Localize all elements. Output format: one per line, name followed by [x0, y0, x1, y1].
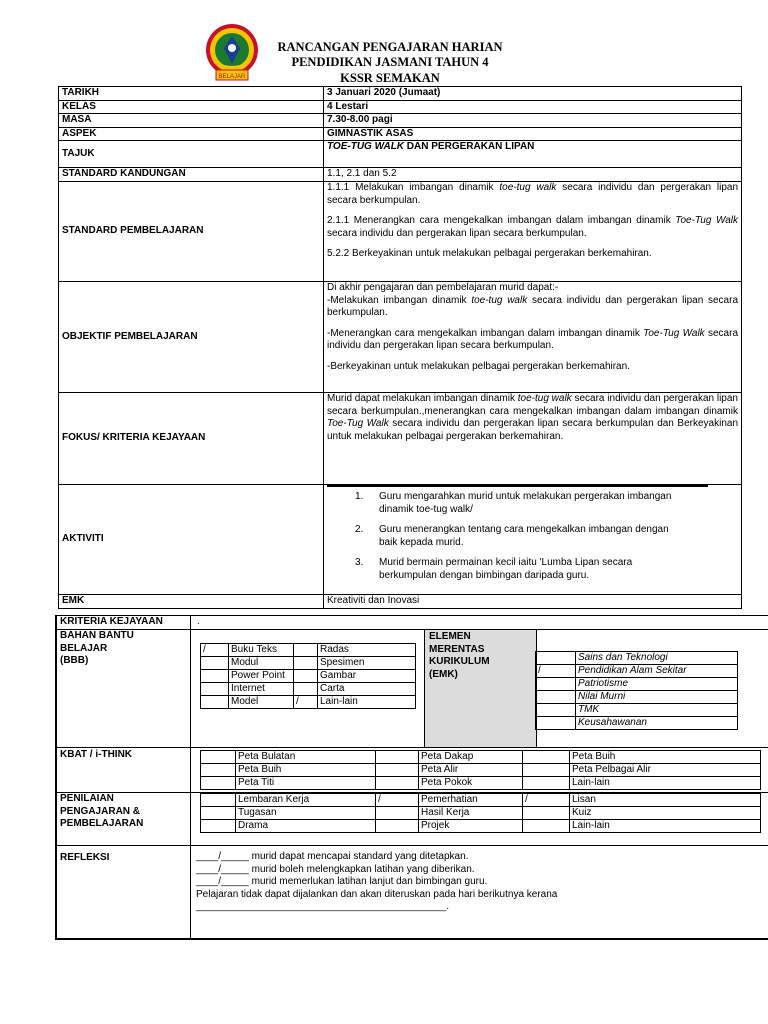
svg-text:BELAJAR: BELAJAR [218, 74, 246, 80]
tajuk-rest: DAN PERGERAKAN LIPAN [404, 141, 535, 153]
label-fokus: FOKUS/ KRITERIA KEJAYAAN [59, 392, 324, 484]
value-op: Di akhir pengajaran dan pembelajaran murid dapat:- -Melakukan imbangan dinamik toe-tug walk secara individu dan pergerakan lipan secara berkumpulan. -Menerangkan cara mengekalkan imbangan dalam imbangan dinamik Toe-Tug Walk secara individu dan pergerakan lipan secara berkumpulan. -Berkeyakinan untuk melakukan pelbagai pergerakan berkemahiran. [324, 281, 742, 392]
value-tajuk [324, 141, 742, 168]
doc-title-3: KSSR SEMAKAN [340, 71, 440, 85]
label-emk: EMK [59, 594, 324, 608]
value-kelas: 4 Lestari [324, 100, 742, 114]
refleksi-content: ____/_____ murid dapat mencapai standard yang ditetapkan. ____/_____ murid boleh melengkapkan latihan yang diberikan. ____/_____ murid memerlukan latihan lanjut dan bimbingan guru. Pelajaran tidak dapat dijalankan dan akan diteruskan pada hari berikutnya kerana _____________________________________________. [196, 851, 558, 912]
value-fokus: Murid dapat melakukan imbangan dinamik toe-tug walk secara individu dan pergerakan lipan secara berkumpulan.,menerangkan cara mengekalkan imbangan dalam imbangan dinamik Toe-Tug Walk secara individu dan pergerakan lipan secara berkumpulan dan Berkeyakinan untuk melakukan pelbagai pergerakan berkemahiran. [324, 392, 742, 484]
label-aktiviti: AKTIVITI [59, 484, 324, 594]
label-op: OBJEKTIF PEMBELAJARAN [59, 281, 324, 392]
label-tarikh: TARIKH [59, 87, 324, 101]
label-aspek: ASPEK [59, 127, 324, 141]
label-kelas: KELAS [59, 100, 324, 114]
school-logo [200, 22, 266, 84]
tajuk-italic: TOE-TUG WALK [327, 141, 405, 153]
emk-table: Sains dan Teknologi / Pendidikan Alam Sekitar Patriotisme Nilai Murni TMK Keusahawanan [535, 651, 738, 730]
label-refleksi: REFLEKSI [60, 852, 110, 863]
label-kbat: KBAT / i-THINK [60, 749, 133, 760]
value-tarikh: 3 Januari 2020 (Jumaat) [324, 87, 742, 101]
activity-3: Murid bermain permainan kecil iaitu 'Lumba Lipan secara berkumpulan dengan bimbingan daripada guru. [379, 557, 633, 581]
value-masa: 7.30-8.00 pagi [324, 114, 742, 128]
activity-2: Guru menerangkan tentang cara mengekalkan imbangan dengan baik kepada murid. [379, 524, 669, 548]
value-sk: 1.1, 2.1 dan 5.2 [324, 168, 742, 182]
label-emk-box: ELEMEN MERENTAS KURIKULUM (EMK) [424, 630, 537, 748]
value-emk: Kreativiti dan Inovasi [324, 594, 742, 608]
label-tajuk: TAJUK [59, 141, 324, 168]
value-aspek: GIMNASTIK ASAS [324, 127, 742, 141]
label-masa: MASA [59, 114, 324, 128]
penilaian-table: Lembaran Kerja / Pemerhatian / Lisan Tugasan Hasil Kerja Kuiz Drama Projek Lain-lain [200, 793, 761, 833]
label-sp: STANDARD PEMBELAJARAN [59, 181, 324, 281]
label-kk: KRITERIA KEJAYAAN [60, 616, 163, 627]
value-aktiviti: 1. Guru mengarahkan murid untuk melakukan pergerakan imbangan dinamik toe-tug walk/ 2. Guru menerangkan tentang cara mengekalkan imbangan dengan baik kepada murid. 3. Murid bermain permainan kecil iaitu 'Lumba Lipan secara berkumpulan dengan bimbingan daripada guru. [324, 484, 742, 594]
value-kk: . [197, 616, 200, 627]
label-bbb: BAHAN BANTU BELAJAR (BBB) [60, 630, 134, 666]
doc-title-2: PENDIDIKAN JASMANI TAHUN 4 [291, 55, 489, 69]
label-sk: STANDARD KANDUNGAN [59, 168, 324, 182]
lesson-plan-table [58, 86, 742, 609]
lower-section [55, 615, 768, 940]
label-penilaian: PENILAIAN PENGAJARAN & PEMBELAJARAN [60, 793, 144, 829]
bbb-table: / Buku Teks Radas Modul Spesimen Power Point Gambar Internet Carta Model / Lain-lain [200, 643, 416, 709]
activity-1: Guru mengarahkan murid untuk melakukan pergerakan imbangan dinamik toe-tug walk/ [379, 490, 672, 515]
value-sp: 1.1.1 Melakukan imbangan dinamik toe-tug walk secara individu dan pergerakan lipan secara berkumpulan. 2.1.1 Menerangkan cara mengekalkan imbangan dalam imbangan dinamik Toe-Tug Walk secara individu dan pergerakan lipan secara berkumpulan. 5.2.2 Berkeyakinan untuk melakukan pelbagai pergerakan berkemahiran. [324, 181, 742, 281]
kbat-table: Peta Bulatan Peta Dakap Peta Buih Peta Buih Peta Alir Peta Pelbagai Alir Peta Titi Peta Pokok Lain-lain [200, 750, 761, 790]
doc-title-1: RANCANGAN PENGAJARAN HARIAN [277, 40, 503, 54]
